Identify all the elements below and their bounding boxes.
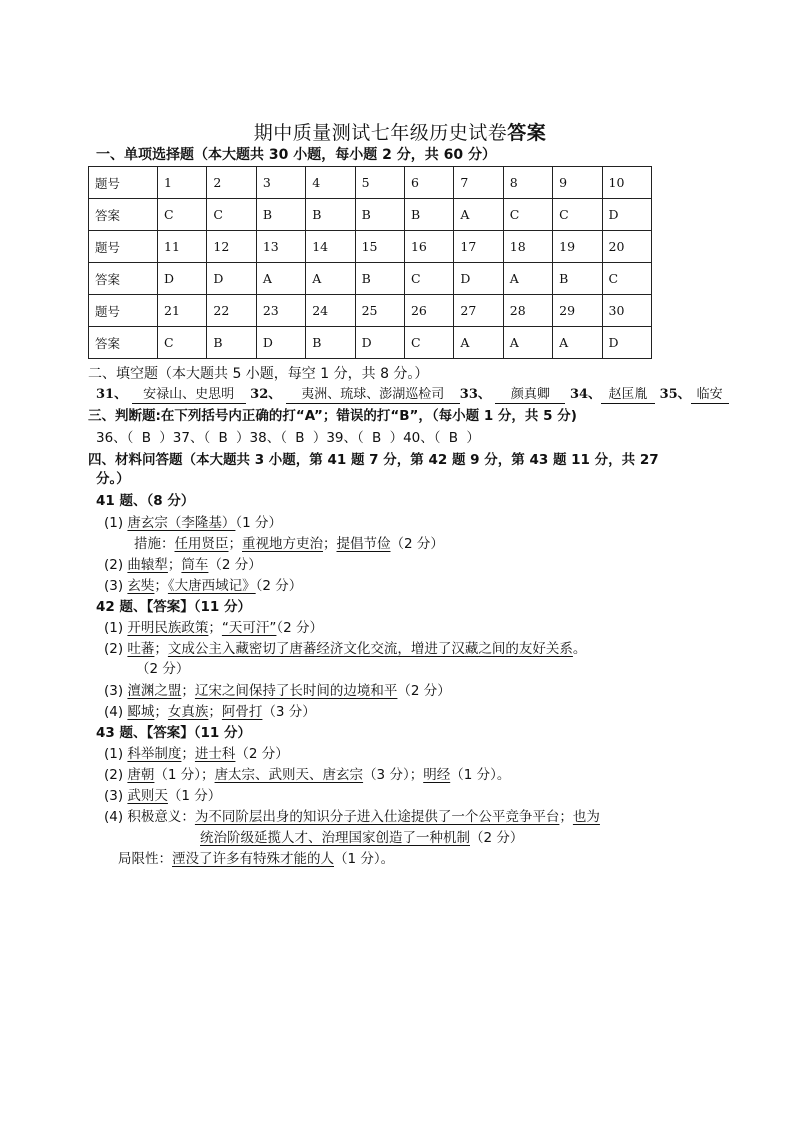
row-header-cell: 题号 bbox=[89, 167, 158, 199]
separator: ； bbox=[154, 641, 168, 657]
table-cell: 20 bbox=[602, 231, 651, 263]
separator: ； bbox=[228, 536, 242, 552]
answer-text: 文成公主入藏密切了唐蕃经济文化交流，增进了汉藏之间的友好关系 bbox=[167, 641, 573, 657]
item-number: (3) bbox=[104, 683, 124, 699]
row-header-cell: 答案 bbox=[89, 263, 158, 295]
table-cell: C bbox=[158, 327, 207, 359]
label: 积极意义： bbox=[127, 809, 195, 825]
section-1-heading: 一、单项选择题（本大题共 30 小题，每小题 2 分，共 60 分） bbox=[96, 147, 496, 163]
question-number-row bbox=[89, 231, 652, 263]
table-cell: A bbox=[256, 263, 305, 295]
section-4-heading-line1: 四、材料问答题（本大题共 3 小题，第 41 题 7 分，第 42 题 9 分，第 43 题 11 分，共 27 bbox=[88, 452, 659, 468]
table-cell: 8 bbox=[503, 167, 552, 199]
table-cell: B bbox=[553, 263, 602, 295]
table-cell: 24 bbox=[306, 295, 355, 327]
section-4-heading-line2: 分。） bbox=[96, 471, 130, 487]
title-main: 期中质量测试七年级历史试卷 bbox=[253, 122, 508, 144]
answer-text: 任用贤臣 bbox=[174, 536, 229, 552]
table-cell: A bbox=[306, 263, 355, 295]
question-number-row bbox=[89, 167, 652, 199]
separator: ； bbox=[154, 704, 168, 720]
item-number: (4) bbox=[104, 809, 124, 825]
judge-answers: 36、（ B ）37、（ B ）38、（ B ）39、（ B ）40、（ B ） bbox=[96, 430, 480, 446]
answer-text: 提倡节俭 bbox=[336, 536, 391, 552]
q33-number: 33、 bbox=[459, 387, 491, 402]
table-cell: 25 bbox=[355, 295, 404, 327]
answer-text: 女真族 bbox=[167, 704, 209, 720]
table-cell: B bbox=[207, 327, 256, 359]
separator: ； bbox=[154, 578, 168, 594]
table-cell: 30 bbox=[602, 295, 651, 327]
q32-answer: 夷洲、琉球、澎湖巡检司 bbox=[286, 387, 460, 404]
item-number: (3) bbox=[104, 788, 124, 804]
table-cell: B bbox=[355, 263, 404, 295]
answer-text: 进士科 bbox=[194, 746, 236, 762]
answer-text: 澶渊之盟 bbox=[127, 683, 182, 699]
answer-text: 唐朝 bbox=[127, 767, 155, 783]
answer-text: 科举制度 bbox=[127, 746, 182, 762]
q43-line-5 bbox=[118, 850, 394, 868]
table-cell: B bbox=[404, 199, 453, 231]
answer-text: 郾城 bbox=[127, 704, 155, 720]
q41-line-1 bbox=[104, 514, 282, 532]
q42-line-2 bbox=[104, 640, 586, 658]
score: （2 分） bbox=[235, 746, 289, 762]
table-cell: 18 bbox=[503, 231, 552, 263]
q43-line-1 bbox=[104, 745, 289, 763]
score: （1 分）； bbox=[154, 767, 215, 783]
table-cell: 14 bbox=[306, 231, 355, 263]
table-cell: D bbox=[355, 327, 404, 359]
answer-text: 湮没了许多有特殊才能的人 bbox=[172, 851, 334, 867]
separator: ； bbox=[323, 536, 337, 552]
table-cell: 26 bbox=[404, 295, 453, 327]
table-cell: 11 bbox=[158, 231, 207, 263]
q42-line-3 bbox=[104, 682, 451, 700]
table-cell: C bbox=[404, 263, 453, 295]
q43-heading: 43 题、【答案】（11 分） bbox=[96, 725, 251, 741]
q42-line-4 bbox=[104, 703, 316, 721]
score: （2 分） bbox=[208, 557, 262, 573]
answer-text: 吐蕃 bbox=[127, 641, 155, 657]
answer-text: 开明民族政策 bbox=[127, 620, 209, 636]
q31-number: 31、 bbox=[96, 387, 128, 402]
q34-number: 34、 bbox=[569, 387, 602, 402]
answer-text: “天可汗” bbox=[221, 620, 277, 636]
separator: ； bbox=[181, 746, 195, 762]
score: （2 分） bbox=[390, 536, 444, 552]
table-cell: 19 bbox=[553, 231, 602, 263]
table-cell: A bbox=[553, 327, 602, 359]
q41-line-3 bbox=[104, 556, 262, 574]
q42-line-1 bbox=[104, 619, 323, 637]
answer-row bbox=[89, 327, 652, 359]
q43-line-4 bbox=[104, 808, 600, 826]
table-cell: 7 bbox=[454, 167, 503, 199]
answer-text: 明经 bbox=[423, 767, 451, 783]
label: 措施： bbox=[134, 536, 175, 552]
item-number: (2) bbox=[104, 767, 124, 783]
q41-line-2 bbox=[134, 535, 444, 553]
table-cell: 13 bbox=[256, 231, 305, 263]
table-cell: C bbox=[553, 199, 602, 231]
row-header-cell: 题号 bbox=[89, 231, 158, 263]
answer-text: 统治阶级延揽人才、治理国家创造了一种机制 bbox=[200, 830, 470, 846]
table-cell: D bbox=[454, 263, 503, 295]
answer-text: 唐太宗、武则天、唐玄宗 bbox=[214, 767, 364, 783]
score: （2 分） bbox=[470, 830, 524, 846]
item-number: (1) bbox=[104, 515, 124, 531]
answer-text: 武则天 bbox=[127, 788, 168, 804]
page-title bbox=[0, 118, 800, 145]
separator: ； bbox=[559, 809, 573, 825]
score: （2 分） bbox=[397, 683, 451, 699]
q42-heading: 42 题、【答案】（11 分） bbox=[96, 599, 251, 615]
table-cell: 17 bbox=[454, 231, 503, 263]
answer-row bbox=[89, 263, 652, 295]
table-cell: B bbox=[256, 199, 305, 231]
separator: ； bbox=[208, 704, 222, 720]
answer-text: 曲辕犁 bbox=[127, 557, 168, 573]
score: （2 分） bbox=[255, 578, 303, 594]
item-number: (3) bbox=[104, 578, 124, 594]
answer-text: 筒车 bbox=[181, 557, 209, 573]
row-header-cell: 答案 bbox=[89, 199, 158, 231]
table-cell: A bbox=[503, 263, 552, 295]
item-number: (1) bbox=[104, 746, 124, 762]
table-cell: 28 bbox=[503, 295, 552, 327]
table-cell: 29 bbox=[553, 295, 602, 327]
table-cell: 6 bbox=[404, 167, 453, 199]
table-cell: D bbox=[602, 199, 651, 231]
table-cell: 12 bbox=[207, 231, 256, 263]
score: （3 分）； bbox=[363, 767, 424, 783]
table-cell: C bbox=[602, 263, 651, 295]
table-cell: 3 bbox=[256, 167, 305, 199]
table-cell: A bbox=[503, 327, 552, 359]
score: （3 分） bbox=[262, 704, 316, 720]
question-number-row bbox=[89, 295, 652, 327]
answer-row bbox=[89, 199, 652, 231]
table-cell: B bbox=[306, 327, 355, 359]
item-number: (4) bbox=[104, 704, 124, 720]
table-cell: B bbox=[355, 199, 404, 231]
q35-answer: 临安 bbox=[691, 387, 729, 404]
q31-answer: 安禄山、史思明 bbox=[132, 387, 246, 404]
q35-number: 35、 bbox=[659, 387, 691, 402]
answer-text: 《大唐西域记》 bbox=[167, 578, 256, 594]
q32-number: 32、 bbox=[250, 387, 282, 402]
section-2-heading: 二、填空题（本大题共 5 小题，每空 1 分，共 8 分。） bbox=[88, 366, 429, 382]
answer-text: 为不同阶层出身的知识分子进入仕途提供了一个公平竞争平台 bbox=[194, 809, 560, 825]
item-number: (1) bbox=[104, 620, 124, 636]
answer-text: 阿骨打 bbox=[221, 704, 263, 720]
q43-line-2 bbox=[104, 766, 510, 784]
table-cell: C bbox=[158, 199, 207, 231]
score: （1 分）。 bbox=[334, 851, 395, 867]
table-cell: C bbox=[404, 327, 453, 359]
table-cell: 10 bbox=[602, 167, 651, 199]
table-cell: 1 bbox=[158, 167, 207, 199]
q41-heading: 41 题、（8 分） bbox=[96, 493, 195, 509]
q43-line-3 bbox=[104, 787, 221, 805]
q33-answer: 颜真卿 bbox=[495, 387, 565, 404]
q42-line-2-score: （2 分） bbox=[136, 661, 190, 677]
score: （1 分） bbox=[167, 788, 222, 804]
answer-table bbox=[88, 166, 652, 359]
table-cell: A bbox=[454, 327, 503, 359]
title-bold: 答案 bbox=[507, 122, 547, 144]
table-cell: 21 bbox=[158, 295, 207, 327]
separator: ； bbox=[167, 557, 182, 573]
item-number: (2) bbox=[104, 641, 124, 657]
table-cell: 15 bbox=[355, 231, 404, 263]
table-cell: D bbox=[158, 263, 207, 295]
q34-answer: 赵匡胤 bbox=[601, 387, 655, 404]
section-3-heading: 三、判断题:在下列括号内正确的打“A”；错误的打“B”，（每小题 1 分，共 5 分) bbox=[88, 408, 577, 424]
table-cell: 4 bbox=[306, 167, 355, 199]
q41-line-4 bbox=[104, 577, 302, 595]
row-header-cell: 答案 bbox=[89, 327, 158, 359]
table-cell: D bbox=[602, 327, 651, 359]
table-cell: C bbox=[503, 199, 552, 231]
table-cell: A bbox=[454, 199, 503, 231]
table-cell: 9 bbox=[553, 167, 602, 199]
label: 局限性： bbox=[118, 851, 172, 867]
table-cell: D bbox=[256, 327, 305, 359]
table-cell: D bbox=[207, 263, 256, 295]
q43-line-4-cont bbox=[200, 829, 523, 847]
answer-text: 唐玄宗（李隆基） bbox=[127, 515, 236, 531]
table-cell: C bbox=[207, 199, 256, 231]
separator: ； bbox=[208, 620, 222, 636]
separator: 。 bbox=[572, 641, 587, 657]
row-header-cell: 题号 bbox=[89, 295, 158, 327]
score: （1 分） bbox=[235, 515, 283, 531]
table-cell: 23 bbox=[256, 295, 305, 327]
answer-text: 辽宋之间保持了长时间的边境和平 bbox=[194, 683, 398, 699]
score: （1 分）。 bbox=[450, 767, 511, 783]
table-cell: 2 bbox=[207, 167, 256, 199]
separator: ； bbox=[181, 683, 195, 699]
fill-in-answers bbox=[96, 386, 729, 404]
score: （2 分） bbox=[276, 620, 324, 636]
table-cell: 22 bbox=[207, 295, 256, 327]
answer-text: 玄奘 bbox=[127, 578, 155, 594]
answer-text: 也为 bbox=[572, 809, 600, 825]
answer-text: 重视地方吏治 bbox=[242, 536, 323, 552]
table-cell: 5 bbox=[355, 167, 404, 199]
item-number: (2) bbox=[104, 557, 124, 573]
table-cell: B bbox=[306, 199, 355, 231]
table-cell: 16 bbox=[404, 231, 453, 263]
table-cell: 27 bbox=[454, 295, 503, 327]
